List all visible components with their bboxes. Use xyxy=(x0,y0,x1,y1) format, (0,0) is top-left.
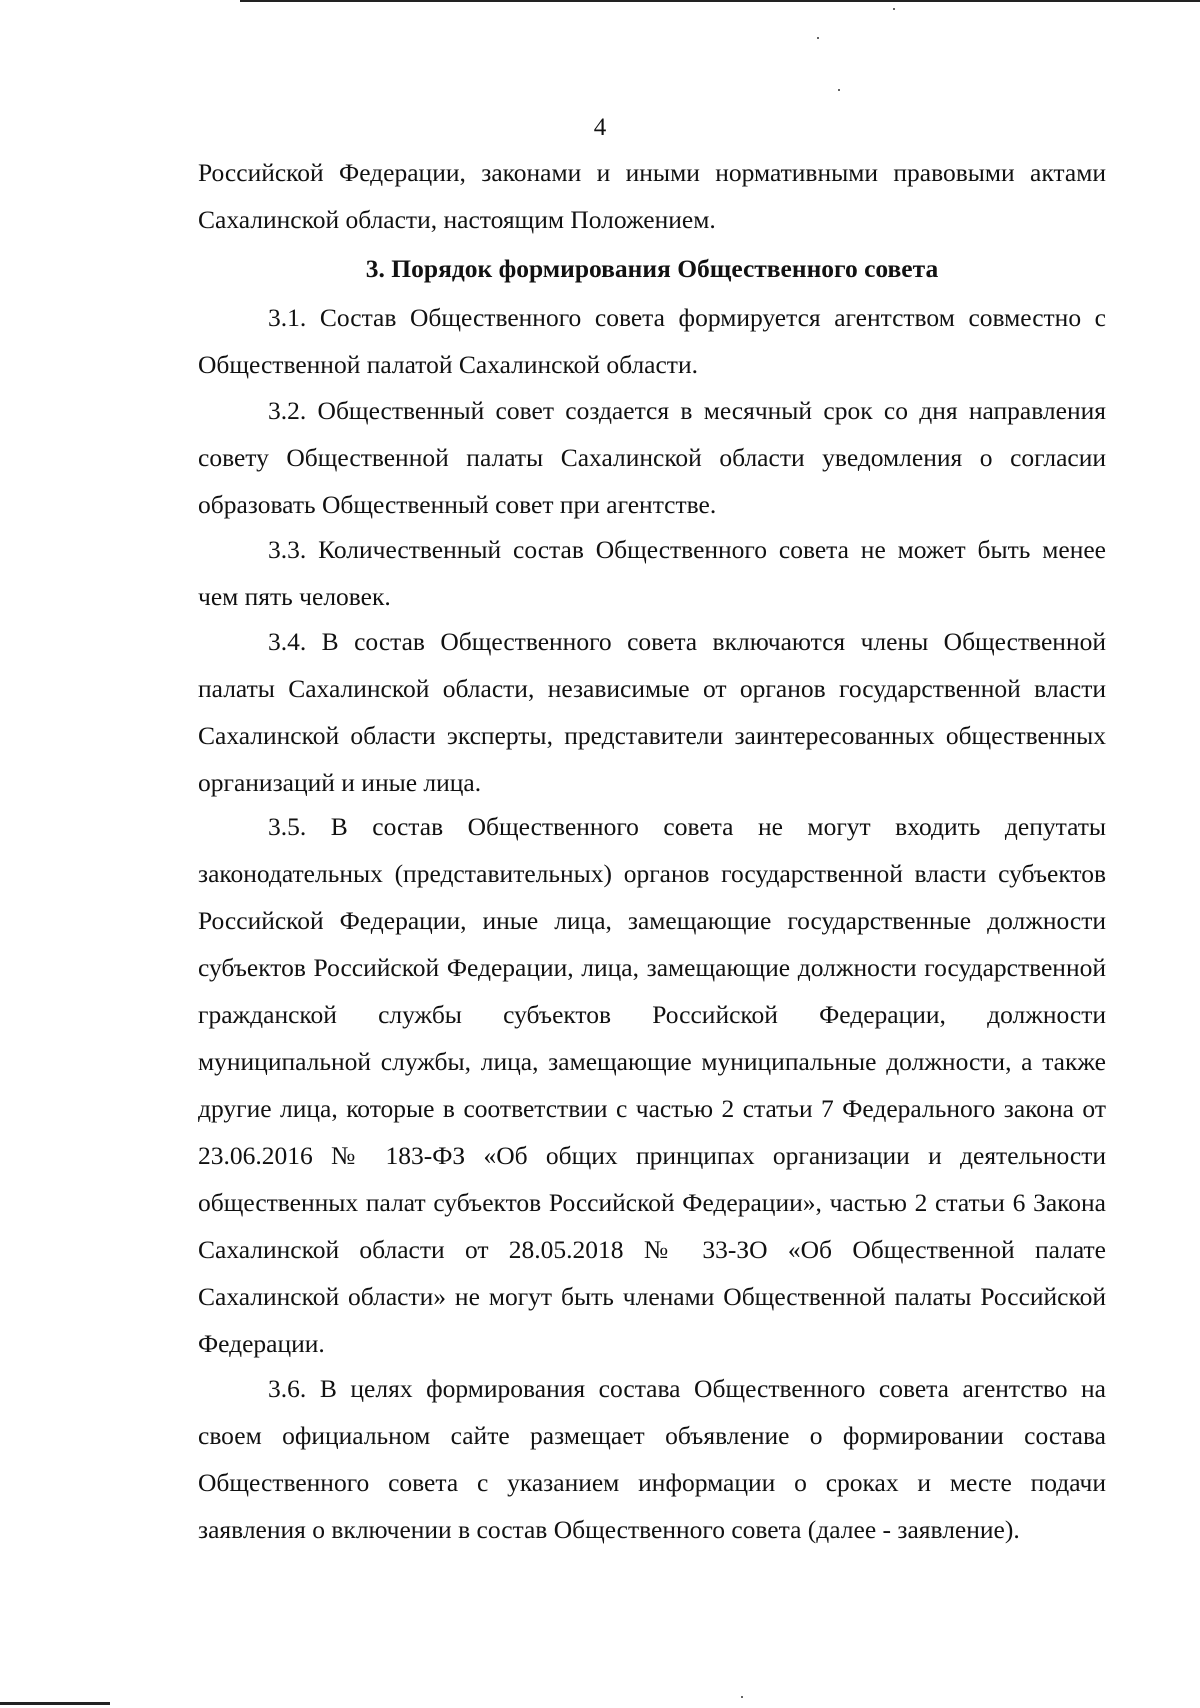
paragraph-3-6: 3.6. В целях формирования состава Общественного совета агентство на своем официальном сайте размещает объявление о формировании состава Общественного совета с указанием информации о сроках и месте подачи заявления о включении в состав Общественного совета (далее - заявление). xyxy=(198,1374,1106,1544)
scan-speck xyxy=(838,89,840,91)
paragraph-3-4: 3.4. В состав Общественного совета включаются члены Общественной палаты Сахалинской области, независимые от органов государственной власти Сахалинской области эксперты, представители заинтересованных общественных организаций и иные лица. xyxy=(198,627,1106,797)
scan-speck xyxy=(893,8,895,10)
scan-edge-top xyxy=(240,0,1200,2)
paragraph-3-5: 3.5. В состав Общественного совета не могут входить депутаты законодательных (представительных) органов государственной власти субъектов Российской Федерации, иные лица, замещающие государственные должности субъектов Российской Федерации, лица, замещающие должности государственной гражданской службы субъектов Российской Федерации, должности муниципальной службы, лица, замещающие муниципальные должности, а также другие лица, которые в соответствии с частью 2 статьи 7 Федерального закона от 23.06.2016 № 183-ФЗ «Об общих принципах организации и деятельности общественных палат субъектов Российской Федерации», частью 2 статьи 6 Закона Сахалинской области от 28.05.2018 № 33-ЗО «Об Общественной палате Сахалинской области» не могут быть членами Общественной палаты Российской Федерации. xyxy=(198,812,1106,1358)
paragraph-3-2: 3.2. Общественный совет создается в месячный срок со дня направления совету Общественной палаты Сахалинской области уведомления о согласии образовать Общественный совет при агентстве. xyxy=(198,396,1106,519)
scan-edge-bottom xyxy=(0,1702,110,1705)
scan-speck xyxy=(741,1696,743,1698)
paragraph-3-3: 3.3. Количественный состав Общественного совета не может быть менее чем пять человек. xyxy=(198,535,1106,611)
page-number: 4 xyxy=(593,114,607,141)
paragraph-3-1: 3.1. Состав Общественного совета формируется агентством совместно с Общественной палатой Сахалинской области. xyxy=(198,303,1106,379)
section-heading: 3. Порядок формирования Общественного совета xyxy=(365,254,939,283)
scan-speck xyxy=(817,37,819,39)
intro-paragraph: Российской Федерации, законами и иными нормативными правовыми актами Сахалинской области, настоящим Положением. xyxy=(198,158,1106,234)
document-body xyxy=(198,149,1106,1553)
